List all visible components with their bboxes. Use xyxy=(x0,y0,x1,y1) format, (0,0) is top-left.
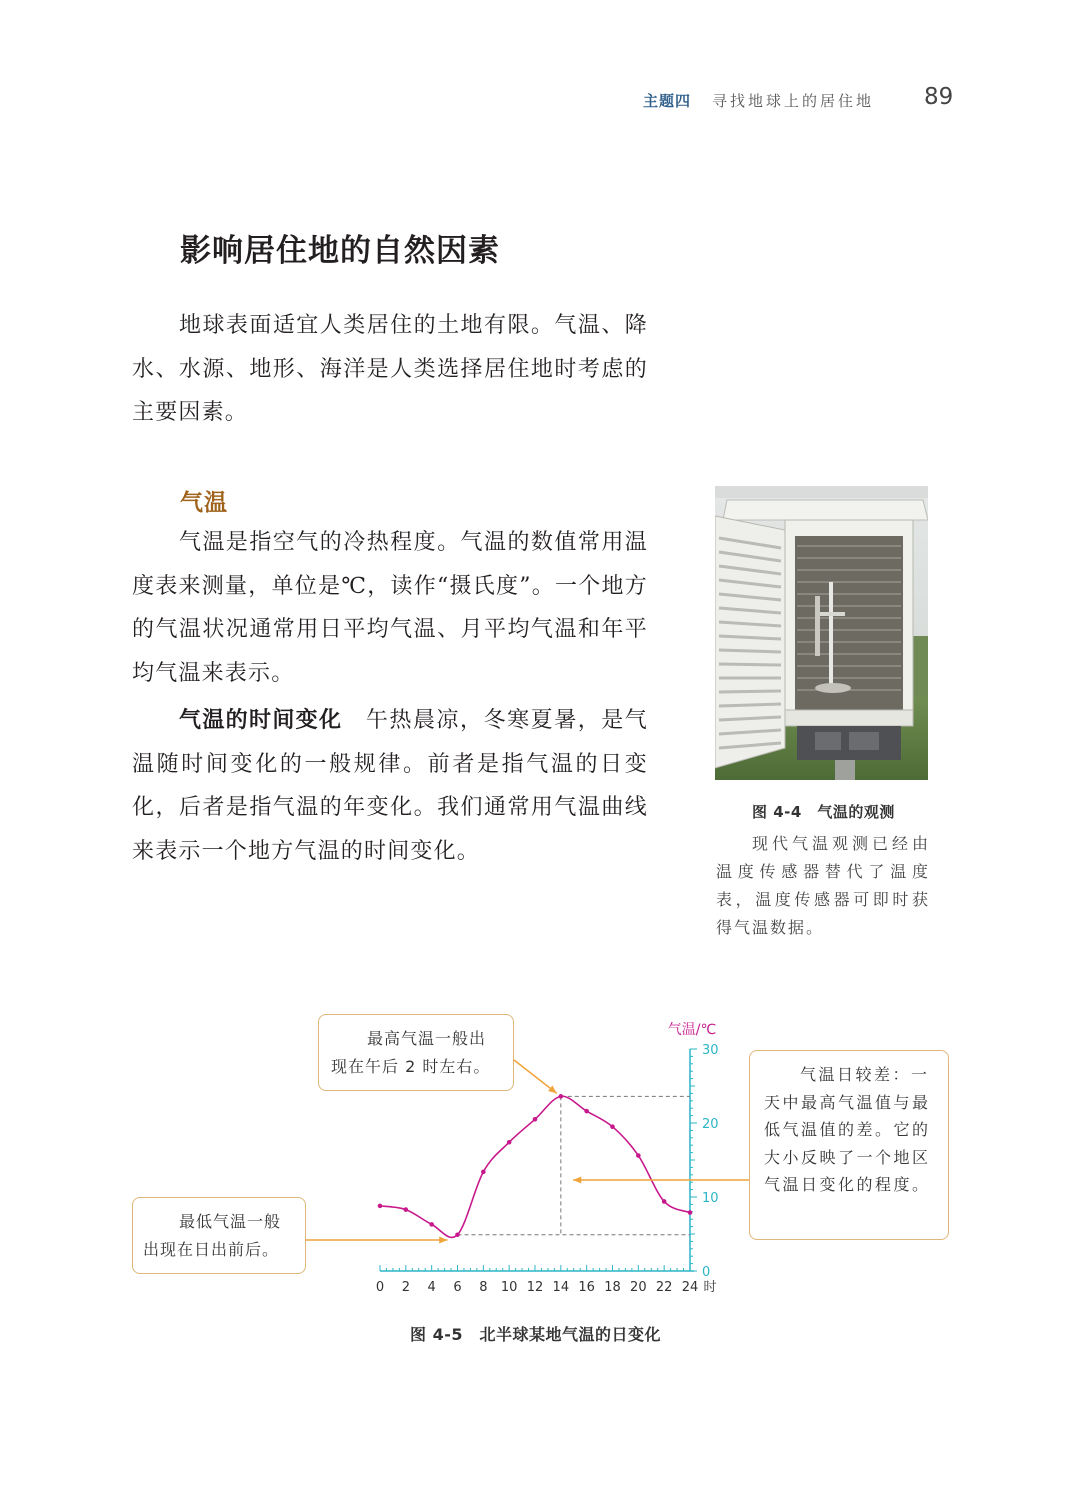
data-point xyxy=(584,1109,589,1114)
y-tick-label: 20 xyxy=(702,1117,719,1132)
paragraph-body: 午热晨凉，冬寒夏暑，是气温随时间变化的一般规律。前者是指气温的日变化，后者是指气温的年变化。我们通常用气温曲线来表示一个地方气温的时间变化。 xyxy=(132,708,648,864)
data-point xyxy=(429,1222,434,1227)
range-arrow-head xyxy=(573,1176,581,1183)
data-point xyxy=(507,1140,512,1145)
data-point xyxy=(688,1210,693,1215)
section-title: 影响居住地的自然因素 xyxy=(180,233,500,269)
x-tick-label: 8 xyxy=(479,1280,488,1295)
weather-station-illustration xyxy=(715,486,928,780)
callout-max-temperature: 最高气温一般出现在午后 2 时左右。 xyxy=(318,1014,514,1091)
page-number: 89 xyxy=(924,84,954,110)
y-tick-label: 10 xyxy=(702,1191,719,1206)
run-in-heading: 气温的时间变化 xyxy=(179,707,343,733)
weather-station-photo xyxy=(715,486,928,780)
callout-min-temperature: 最低气温一般出现在日出前后。 xyxy=(132,1197,306,1274)
figure-4-4-description: 现代气温观测已经由温度传感器替代了温度表，温度传感器可即时获得气温数据。 xyxy=(716,834,930,937)
x-axis-unit: 时 xyxy=(703,1280,717,1295)
figure-4-4-caption: 图 4-4 气温的观测 xyxy=(752,803,895,821)
data-point xyxy=(378,1204,383,1209)
data-point xyxy=(662,1199,667,1204)
sub-heading-temperature: 气温 xyxy=(180,490,228,516)
x-tick-label: 10 xyxy=(500,1280,518,1295)
figure-4-5-caption: 图 4-5 北半球某地气温的日变化 xyxy=(410,1325,661,1344)
y-tick-label: 0 xyxy=(702,1265,711,1280)
x-tick-label: 14 xyxy=(552,1280,570,1295)
data-point xyxy=(404,1207,409,1212)
x-tick-label: 20 xyxy=(630,1280,647,1295)
callout-daily-range: 气温日较差：一天中最高气温值与最低气温值的差。它的大小反映了一个地区气温日变化的程度。 xyxy=(749,1050,949,1240)
intro-paragraph: 地球表面适宜人类居住的土地有限。气温、降水、水源、地形、海洋是人类选择居住地时考虑的主要因素。 xyxy=(132,313,648,425)
spacer xyxy=(342,708,366,733)
data-point xyxy=(455,1232,460,1237)
data-point xyxy=(533,1117,538,1122)
x-tick-label: 24 xyxy=(681,1280,699,1295)
x-tick-label: 18 xyxy=(604,1280,621,1295)
x-tick-label: 4 xyxy=(427,1280,436,1295)
x-tick-label: 16 xyxy=(578,1280,595,1295)
header-title: 寻找地球上的居住地 xyxy=(712,92,875,110)
header-theme: 主题四 xyxy=(643,92,692,110)
data-point xyxy=(559,1094,564,1099)
x-tick-label: 22 xyxy=(655,1280,673,1295)
min-arrow-head xyxy=(439,1236,447,1243)
temperature-definition-paragraph: 气温是指空气的冷热程度。气温的数值常用温度表来测量，单位是℃，读作“摄氏度”。一个地方的气温状况通常用日平均气温、月平均气温和年平均气温来表示。 xyxy=(132,530,648,686)
data-point xyxy=(481,1170,486,1175)
x-tick-label: 2 xyxy=(401,1280,410,1295)
data-point xyxy=(610,1124,615,1129)
temperature-variation-paragraph xyxy=(132,699,648,873)
x-tick-label: 0 xyxy=(375,1280,385,1295)
data-point xyxy=(636,1153,641,1158)
y-tick-label: 30 xyxy=(702,1043,719,1058)
x-tick-label: 6 xyxy=(453,1280,462,1295)
x-tick-label: 12 xyxy=(526,1280,544,1295)
y-axis-label: 气温/℃ xyxy=(667,1022,717,1038)
